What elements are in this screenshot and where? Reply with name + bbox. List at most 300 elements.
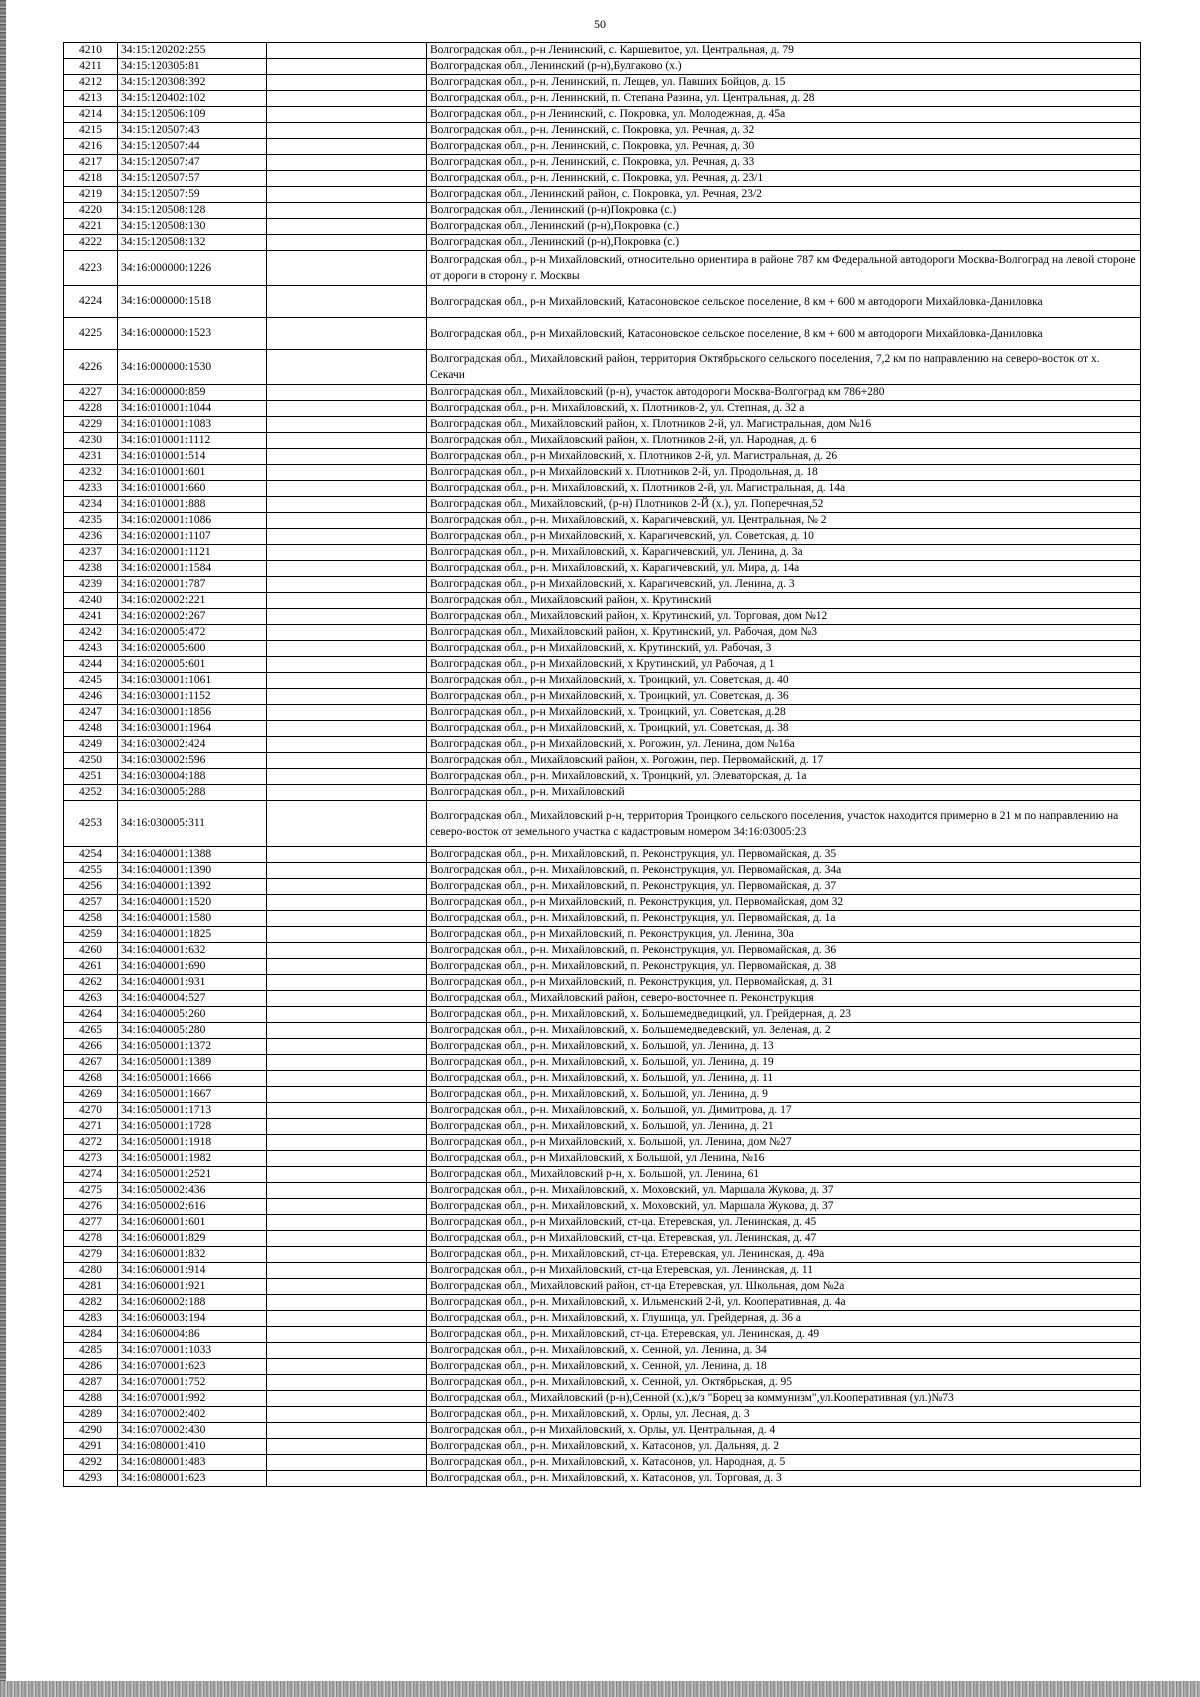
cadastral-number: 34:16:040001:1580: [118, 911, 267, 927]
address: Волгоградская обл., р-н Михайловский, х. Рогожин, ул. Ленина, дом №16а: [427, 737, 1141, 753]
empty-cell: [267, 1327, 427, 1343]
row-number: 4265: [64, 1023, 118, 1039]
address: Волгоградская обл., Михайловский район, х. Крутинский, ул. Торговая, дом №12: [427, 609, 1141, 625]
row-number: 4256: [64, 879, 118, 895]
table-row: [64, 286, 1141, 318]
address: Волгоградская обл., р-н. Ленинский, п. Лещев, ул. Павших Бойцов, д. 15: [427, 75, 1141, 91]
row-number: 4226: [64, 350, 118, 385]
address: Волгоградская обл., р-н. Михайловский, х. Ильменский 2-й, ул. Кооперативная, д. 4а: [427, 1295, 1141, 1311]
row-number: 4242: [64, 625, 118, 641]
table-row: [64, 449, 1141, 465]
address: Волгоградская обл., р-н Михайловский, х. Троицкий, ул. Советская, д.28: [427, 705, 1141, 721]
cadastral-number: 34:16:080001:483: [118, 1455, 267, 1471]
table-row: [64, 1423, 1141, 1439]
table-row: [64, 465, 1141, 481]
address: Волгоградская обл., Михайловский р-н, х. Большой, ул. Ленина, 61: [427, 1167, 1141, 1183]
empty-cell: [267, 350, 427, 385]
address: Волгоградская обл., Михайловский район, северо-восточнее п. Реконструкция: [427, 991, 1141, 1007]
empty-cell: [267, 43, 427, 59]
empty-cell: [267, 975, 427, 991]
empty-cell: [267, 1055, 427, 1071]
address: Волгоградская обл., р-н. Михайловский, х. Плотников-2, ул. Степная, д. 32 а: [427, 401, 1141, 417]
empty-cell: [267, 91, 427, 107]
cadastral-number: 34:16:050001:1666: [118, 1071, 267, 1087]
address: Волгоградская обл., р-н. Михайловский, х. Большемедведевский, ул. Зеленая, д. 2: [427, 1023, 1141, 1039]
cadastral-number: 34:16:020001:787: [118, 577, 267, 593]
empty-cell: [267, 1151, 427, 1167]
empty-cell: [267, 1039, 427, 1055]
empty-cell: [267, 943, 427, 959]
table-row: [64, 59, 1141, 75]
table-row: [64, 1375, 1141, 1391]
table-row: [64, 433, 1141, 449]
cadastral-number: 34:16:050001:1982: [118, 1151, 267, 1167]
table-row: [64, 385, 1141, 401]
cadastral-number: 34:15:120305:81: [118, 59, 267, 75]
table-row: [64, 943, 1141, 959]
address: Волгоградская обл., р-н. Михайловский, х. Большой, ул. Ленина, д. 11: [427, 1071, 1141, 1087]
empty-cell: [267, 1391, 427, 1407]
empty-cell: [267, 689, 427, 705]
empty-cell: [267, 737, 427, 753]
cadastral-number: 34:15:120507:57: [118, 171, 267, 187]
cadastral-number: 34:16:030001:1856: [118, 705, 267, 721]
address: Волгоградская обл., р-н. Михайловский, п. Реконструкция, ул. Первомайская, д. 34а: [427, 863, 1141, 879]
address: Волгоградская обл., Ленинский (р-н),Булгаково (х.): [427, 59, 1141, 75]
empty-cell: [267, 385, 427, 401]
empty-cell: [267, 1087, 427, 1103]
cadastral-number: 34:16:020005:472: [118, 625, 267, 641]
cadastral-number: 34:16:050001:1713: [118, 1103, 267, 1119]
address: Волгоградская обл., р-н. Михайловский, х. Большой, ул. Ленина, д. 13: [427, 1039, 1141, 1055]
row-number: 4253: [64, 801, 118, 847]
empty-cell: [267, 593, 427, 609]
cadastral-number: 34:16:080001:623: [118, 1471, 267, 1487]
empty-cell: [267, 545, 427, 561]
registry-table-wrapper: [63, 42, 1140, 1487]
empty-cell: [267, 1071, 427, 1087]
cadastral-number: 34:16:020002:267: [118, 609, 267, 625]
row-number: 4272: [64, 1135, 118, 1151]
row-number: 4233: [64, 481, 118, 497]
address: Волгоградская обл., р-н. Михайловский, х. Карагичевский, ул. Мира, д. 14а: [427, 561, 1141, 577]
cadastral-number: 34:16:030001:1152: [118, 689, 267, 705]
row-number: 4218: [64, 171, 118, 187]
empty-cell: [267, 991, 427, 1007]
table-row: [64, 1071, 1141, 1087]
row-number: 4234: [64, 497, 118, 513]
table-row: [64, 1103, 1141, 1119]
address: Волгоградская обл., р-н. Михайловский: [427, 785, 1141, 801]
empty-cell: [267, 187, 427, 203]
cadastral-number: 34:16:070001:623: [118, 1359, 267, 1375]
row-number: 4241: [64, 609, 118, 625]
row-number: 4270: [64, 1103, 118, 1119]
table-row: [64, 1039, 1141, 1055]
cadastral-number: 34:16:040001:1825: [118, 927, 267, 943]
table-row: [64, 481, 1141, 497]
cadastral-number: 34:16:070001:752: [118, 1375, 267, 1391]
address: Волгоградская обл., р-н. Михайловский, п. Реконструкция, ул. Первомайская, д. 1а: [427, 911, 1141, 927]
address: Волгоградская обл., р-н Михайловский, х. Крутинский, ул. Рабочая, 3: [427, 641, 1141, 657]
address: Волгоградская обл., р-н. Михайловский, х. Плотников 2-й, ул. Магистральная, д. 14а: [427, 481, 1141, 497]
cadastral-number: 34:15:120508:128: [118, 203, 267, 219]
table-row: [64, 593, 1141, 609]
empty-cell: [267, 911, 427, 927]
empty-cell: [267, 801, 427, 847]
cadastral-number: 34:16:040001:931: [118, 975, 267, 991]
address: Волгоградская обл., р-н Михайловский, х. Троицкий, ул. Советская, д. 40: [427, 673, 1141, 689]
address: Волгоградская обл., р-н Михайловский, относительно ориентира в районе 787 км Федеральной автодороги Москва-Волгоград на левой стороне от дороги в сторону г. Москвы: [427, 251, 1141, 286]
address: Волгоградская обл., р-н. Михайловский, п. Реконструкция, ул. Первомайская, д. 38: [427, 959, 1141, 975]
address: Волгоградская обл., р-н Михайловский, х. Карагичевский, ул. Ленина, д. 3: [427, 577, 1141, 593]
address: Волгоградская обл., р-н Михайловский, х. Большой, ул. Ленина, дом №27: [427, 1135, 1141, 1151]
address: Волгоградская обл., р-н. Михайловский, х. Карагичевский, ул. Ленина, д. 3а: [427, 545, 1141, 561]
table-row: [64, 641, 1141, 657]
address: Волгоградская обл., р-н. Ленинский, с. Покровка, ул. Речная, д. 32: [427, 123, 1141, 139]
row-number: 4286: [64, 1359, 118, 1375]
row-number: 4211: [64, 59, 118, 75]
address: Волгоградская обл., р-н. Михайловский, х. Большой, ул. Димитрова, д. 17: [427, 1103, 1141, 1119]
empty-cell: [267, 1375, 427, 1391]
row-number: 4244: [64, 657, 118, 673]
table-row: [64, 1359, 1141, 1375]
empty-cell: [267, 59, 427, 75]
row-number: 4290: [64, 1423, 118, 1439]
address: Волгоградская обл., р-н. Михайловский, х. Моховский, ул. Маршала Жукова, д. 37: [427, 1199, 1141, 1215]
empty-cell: [267, 577, 427, 593]
row-number: 4289: [64, 1407, 118, 1423]
cadastral-number: 34:16:000000:1530: [118, 350, 267, 385]
empty-cell: [267, 139, 427, 155]
table-row: [64, 417, 1141, 433]
address: Волгоградская обл., р-н. Михайловский, х. Сенной, ул. Октябрьская, д. 95: [427, 1375, 1141, 1391]
table-row: [64, 203, 1141, 219]
empty-cell: [267, 75, 427, 91]
row-number: 4282: [64, 1295, 118, 1311]
cadastral-number: 34:16:050001:1372: [118, 1039, 267, 1055]
cadastral-number: 34:16:050001:1389: [118, 1055, 267, 1071]
row-number: 4246: [64, 689, 118, 705]
table-row: [64, 911, 1141, 927]
address: Волгоградская обл., Михайловский (р-н),Сенной (х.),к/з "Борец за коммунизм",ул.Кооперативная (ул.)№73: [427, 1391, 1141, 1407]
cadastral-number: 34:16:040001:1388: [118, 847, 267, 863]
table-row: [64, 1263, 1141, 1279]
row-number: 4215: [64, 123, 118, 139]
table-row: [64, 350, 1141, 385]
row-number: 4254: [64, 847, 118, 863]
empty-cell: [267, 513, 427, 529]
row-number: 4284: [64, 1327, 118, 1343]
cadastral-number: 34:15:120308:392: [118, 75, 267, 91]
address: Волгоградская обл., Михайловский район, территория Октябрьского сельского поселения, 7,2 км по направлению на северо-восток от х. Секачи: [427, 350, 1141, 385]
address: Волгоградская обл., р-н Михайловский, ст-ца. Етеревская, ул. Ленинская, д. 45: [427, 1215, 1141, 1231]
cadastral-number: 34:15:120507:59: [118, 187, 267, 203]
row-number: 4220: [64, 203, 118, 219]
cadastral-number: 34:16:060001:914: [118, 1263, 267, 1279]
cadastral-number: 34:15:120508:132: [118, 235, 267, 251]
empty-cell: [267, 251, 427, 286]
address: Волгоградская обл., р-н. Михайловский, х. Большой, ул. Ленина, д. 9: [427, 1087, 1141, 1103]
cadastral-number: 34:16:030005:311: [118, 801, 267, 847]
empty-cell: [267, 401, 427, 417]
cadastral-number: 34:16:010001:888: [118, 497, 267, 513]
empty-cell: [267, 286, 427, 318]
cadastral-number: 34:16:020001:1121: [118, 545, 267, 561]
table-row: [64, 1215, 1141, 1231]
cadastral-number: 34:16:010001:601: [118, 465, 267, 481]
address: Волгоградская обл., р-н Михайловский, п. Реконструкция, ул. Ленина, 30а: [427, 927, 1141, 943]
empty-cell: [267, 107, 427, 123]
row-number: 4278: [64, 1231, 118, 1247]
row-number: 4258: [64, 911, 118, 927]
table-row: [64, 529, 1141, 545]
empty-cell: [267, 847, 427, 863]
row-number: 4255: [64, 863, 118, 879]
cadastral-number: 34:16:040001:1392: [118, 879, 267, 895]
table-row: [64, 235, 1141, 251]
table-row: [64, 689, 1141, 705]
empty-cell: [267, 609, 427, 625]
address: Волгоградская обл., Ленинский (р-н),Покровка (с.): [427, 219, 1141, 235]
table-row: [64, 1135, 1141, 1151]
empty-cell: [267, 959, 427, 975]
table-row: [64, 657, 1141, 673]
row-number: 4280: [64, 1263, 118, 1279]
table-row: [64, 927, 1141, 943]
empty-cell: [267, 561, 427, 577]
address: Волгоградская обл., Ленинский (р-н)Покровка (с.): [427, 203, 1141, 219]
row-number: 4260: [64, 943, 118, 959]
table-row: [64, 1247, 1141, 1263]
empty-cell: [267, 1439, 427, 1455]
cadastral-number: 34:15:120202:255: [118, 43, 267, 59]
empty-cell: [267, 235, 427, 251]
address: Волгоградская обл., р-н. Михайловский, п. Реконструкция, ул. Первомайская, д. 37: [427, 879, 1141, 895]
row-number: 4222: [64, 235, 118, 251]
address: Волгоградская обл., р-н. Михайловский, х. Сенной, ул. Ленина, д. 34: [427, 1343, 1141, 1359]
cadastral-number: 34:16:000000:1518: [118, 286, 267, 318]
empty-cell: [267, 203, 427, 219]
address: Волгоградская обл., Михайловский район, х. Плотников 2-й, ул. Магистральная, дом №16: [427, 417, 1141, 433]
table-row: [64, 1055, 1141, 1071]
row-number: 4293: [64, 1471, 118, 1487]
empty-cell: [267, 753, 427, 769]
row-number: 4224: [64, 286, 118, 318]
row-number: 4287: [64, 1375, 118, 1391]
cadastral-number: 34:16:060001:601: [118, 1215, 267, 1231]
cadastral-number: 34:16:070001:1033: [118, 1343, 267, 1359]
empty-cell: [267, 705, 427, 721]
empty-cell: [267, 895, 427, 911]
cadastral-number: 34:16:040005:260: [118, 1007, 267, 1023]
cadastral-number: 34:16:060002:188: [118, 1295, 267, 1311]
table-row: [64, 43, 1141, 59]
address: Волгоградская обл., р-н Михайловский, х. Троицкий, ул. Советская, д. 36: [427, 689, 1141, 705]
cadastral-number: 34:15:120507:44: [118, 139, 267, 155]
address: Волгоградская обл., р-н. Ленинский, с. Покровка, ул. Речная, д. 33: [427, 155, 1141, 171]
table-row: [64, 497, 1141, 513]
row-number: 4232: [64, 465, 118, 481]
cadastral-number: 34:16:050001:2521: [118, 1167, 267, 1183]
table-row: [64, 1151, 1141, 1167]
row-number: 4238: [64, 561, 118, 577]
table-row: [64, 1295, 1141, 1311]
address: Волгоградская обл., Михайловский (р-н), участок автодороги Москва-Волгоград км 786+280: [427, 385, 1141, 401]
cadastral-number: 34:16:020001:1584: [118, 561, 267, 577]
row-number: 4219: [64, 187, 118, 203]
row-number: 4285: [64, 1343, 118, 1359]
row-number: 4225: [64, 318, 118, 350]
empty-cell: [267, 1263, 427, 1279]
cadastral-number: 34:16:010001:1083: [118, 417, 267, 433]
address: Волгоградская обл., р-н. Михайловский, х. Большой, ул. Ленина, д. 21: [427, 1119, 1141, 1135]
row-number: 4231: [64, 449, 118, 465]
table-row: [64, 721, 1141, 737]
table-row: [64, 91, 1141, 107]
address: Волгоградская обл., р-н Михайловский, х. Троицкий, ул. Советская, д. 38: [427, 721, 1141, 737]
empty-cell: [267, 1167, 427, 1183]
empty-cell: [267, 1135, 427, 1151]
page-number: 50: [594, 17, 606, 31]
row-number: 4263: [64, 991, 118, 1007]
empty-cell: [267, 1455, 427, 1471]
table-row: [64, 1407, 1141, 1423]
empty-cell: [267, 497, 427, 513]
row-number: 4283: [64, 1311, 118, 1327]
table-row: [64, 1167, 1141, 1183]
table-row: [64, 219, 1141, 235]
empty-cell: [267, 318, 427, 350]
empty-cell: [267, 1343, 427, 1359]
cadastral-number: 34:16:030005:288: [118, 785, 267, 801]
table-row: [64, 753, 1141, 769]
row-number: 4262: [64, 975, 118, 991]
row-number: 4251: [64, 769, 118, 785]
empty-cell: [267, 433, 427, 449]
table-row: [64, 251, 1141, 286]
row-number: 4257: [64, 895, 118, 911]
empty-cell: [267, 1119, 427, 1135]
cadastral-number: 34:16:020005:600: [118, 641, 267, 657]
address: Волгоградская обл., р-н. Ленинский, с. Покровка, ул. Речная, д. 23/1: [427, 171, 1141, 187]
row-number: 4252: [64, 785, 118, 801]
empty-cell: [267, 1007, 427, 1023]
cadastral-number: 34:16:030002:596: [118, 753, 267, 769]
table-row: [64, 863, 1141, 879]
row-number: 4245: [64, 673, 118, 689]
cadastral-number: 34:16:040004:527: [118, 991, 267, 1007]
row-number: 4247: [64, 705, 118, 721]
table-row: [64, 75, 1141, 91]
scan-edge-left: [0, 0, 6, 1697]
table-row: [64, 123, 1141, 139]
table-row: [64, 1007, 1141, 1023]
empty-cell: [267, 529, 427, 545]
row-number: 4229: [64, 417, 118, 433]
cadastral-number: 34:16:010001:514: [118, 449, 267, 465]
row-number: 4259: [64, 927, 118, 943]
row-number: 4269: [64, 1087, 118, 1103]
address: Волгоградская обл., Михайловский район, х. Плотников 2-й, ул. Народная, д. 6: [427, 433, 1141, 449]
address: Волгоградская обл., р-н. Михайловский, п. Реконструкция, ул. Первомайская, д. 36: [427, 943, 1141, 959]
address: Волгоградская обл., р-н. Ленинский, п. Степана Разина, ул. Центральная, д. 28: [427, 91, 1141, 107]
cadastral-number: 34:16:010001:1044: [118, 401, 267, 417]
table-row: [64, 625, 1141, 641]
address: Волгоградская обл., р-н Михайловский х. Плотников 2-й, ул. Продольная, д. 18: [427, 465, 1141, 481]
address: Волгоградская обл., р-н Михайловский, Катасоновское сельское поселение, 8 км + 600 м автодороги Михайловка-Даниловка: [427, 286, 1141, 318]
empty-cell: [267, 721, 427, 737]
cadastral-number: 34:16:050002:436: [118, 1183, 267, 1199]
table-row: [64, 171, 1141, 187]
table-row: [64, 673, 1141, 689]
row-number: 4271: [64, 1119, 118, 1135]
address: Волгоградская обл., Михайловский район, х. Крутинский, ул. Рабочая, дом №3: [427, 625, 1141, 641]
row-number: 4228: [64, 401, 118, 417]
empty-cell: [267, 641, 427, 657]
cadastral-number: 34:16:000000:859: [118, 385, 267, 401]
empty-cell: [267, 1215, 427, 1231]
row-number: 4223: [64, 251, 118, 286]
cadastral-number: 34:16:050002:616: [118, 1199, 267, 1215]
cadastral-number: 34:16:070002:402: [118, 1407, 267, 1423]
empty-cell: [267, 1359, 427, 1375]
empty-cell: [267, 1103, 427, 1119]
table-row: [64, 1087, 1141, 1103]
address: Волгоградская обл., р-н Михайловский, ст-ца Етеревская, ул. Ленинская, д. 11: [427, 1263, 1141, 1279]
address: Волгоградская обл., р-н. Михайловский, х. Орлы, ул. Лесная, д. 3: [427, 1407, 1141, 1423]
empty-cell: [267, 1183, 427, 1199]
empty-cell: [267, 1423, 427, 1439]
table-row: [64, 879, 1141, 895]
address: Волгоградская обл., Михайловский район, х. Рогожин, пер. Первомайский, д. 17: [427, 753, 1141, 769]
row-number: 4217: [64, 155, 118, 171]
cadastral-number: 34:16:050001:1667: [118, 1087, 267, 1103]
address: Волгоградская обл., р-н Михайловский, Катасоновское сельское поселение, 8 км + 600 м автодороги Михайловка-Даниловка: [427, 318, 1141, 350]
table-row: [64, 1023, 1141, 1039]
table-row: [64, 1119, 1141, 1135]
cadastral-number: 34:16:040001:1390: [118, 863, 267, 879]
table-row: [64, 1439, 1141, 1455]
empty-cell: [267, 1295, 427, 1311]
row-number: 4236: [64, 529, 118, 545]
row-number: 4276: [64, 1199, 118, 1215]
cadastral-number: 34:16:050001:1728: [118, 1119, 267, 1135]
registry-table: [63, 42, 1141, 1487]
address: Волгоградская обл., р-н. Михайловский, х. Моховский, ул. Маршала Жукова, д. 37: [427, 1183, 1141, 1199]
row-number: 4268: [64, 1071, 118, 1087]
table-row: [64, 1471, 1141, 1487]
address: Волгоградская обл., р-н. Михайловский, ст-ца. Етеревская, ул. Ленинская, д. 49а: [427, 1247, 1141, 1263]
empty-cell: [267, 1231, 427, 1247]
row-number: 4264: [64, 1007, 118, 1023]
address: Волгоградская обл., р-н Михайловский, п. Реконструкция, ул. Первомайская, д. 31: [427, 975, 1141, 991]
table-row: [64, 545, 1141, 561]
empty-cell: [267, 449, 427, 465]
cadastral-number: 34:16:080001:410: [118, 1439, 267, 1455]
table-row: [64, 959, 1141, 975]
cadastral-number: 34:16:060001:829: [118, 1231, 267, 1247]
address: Волгоградская обл., р-н. Михайловский, х. Карагичевский, ул. Центральная, № 2: [427, 513, 1141, 529]
empty-cell: [267, 417, 427, 433]
row-number: 4235: [64, 513, 118, 529]
address: Волгоградская обл., р-н. Михайловский, х. Катасонов, ул. Дальняя, д. 2: [427, 1439, 1141, 1455]
row-number: 4227: [64, 385, 118, 401]
row-number: 4250: [64, 753, 118, 769]
empty-cell: [267, 1471, 427, 1487]
cadastral-number: 34:16:030002:424: [118, 737, 267, 753]
empty-cell: [267, 219, 427, 235]
